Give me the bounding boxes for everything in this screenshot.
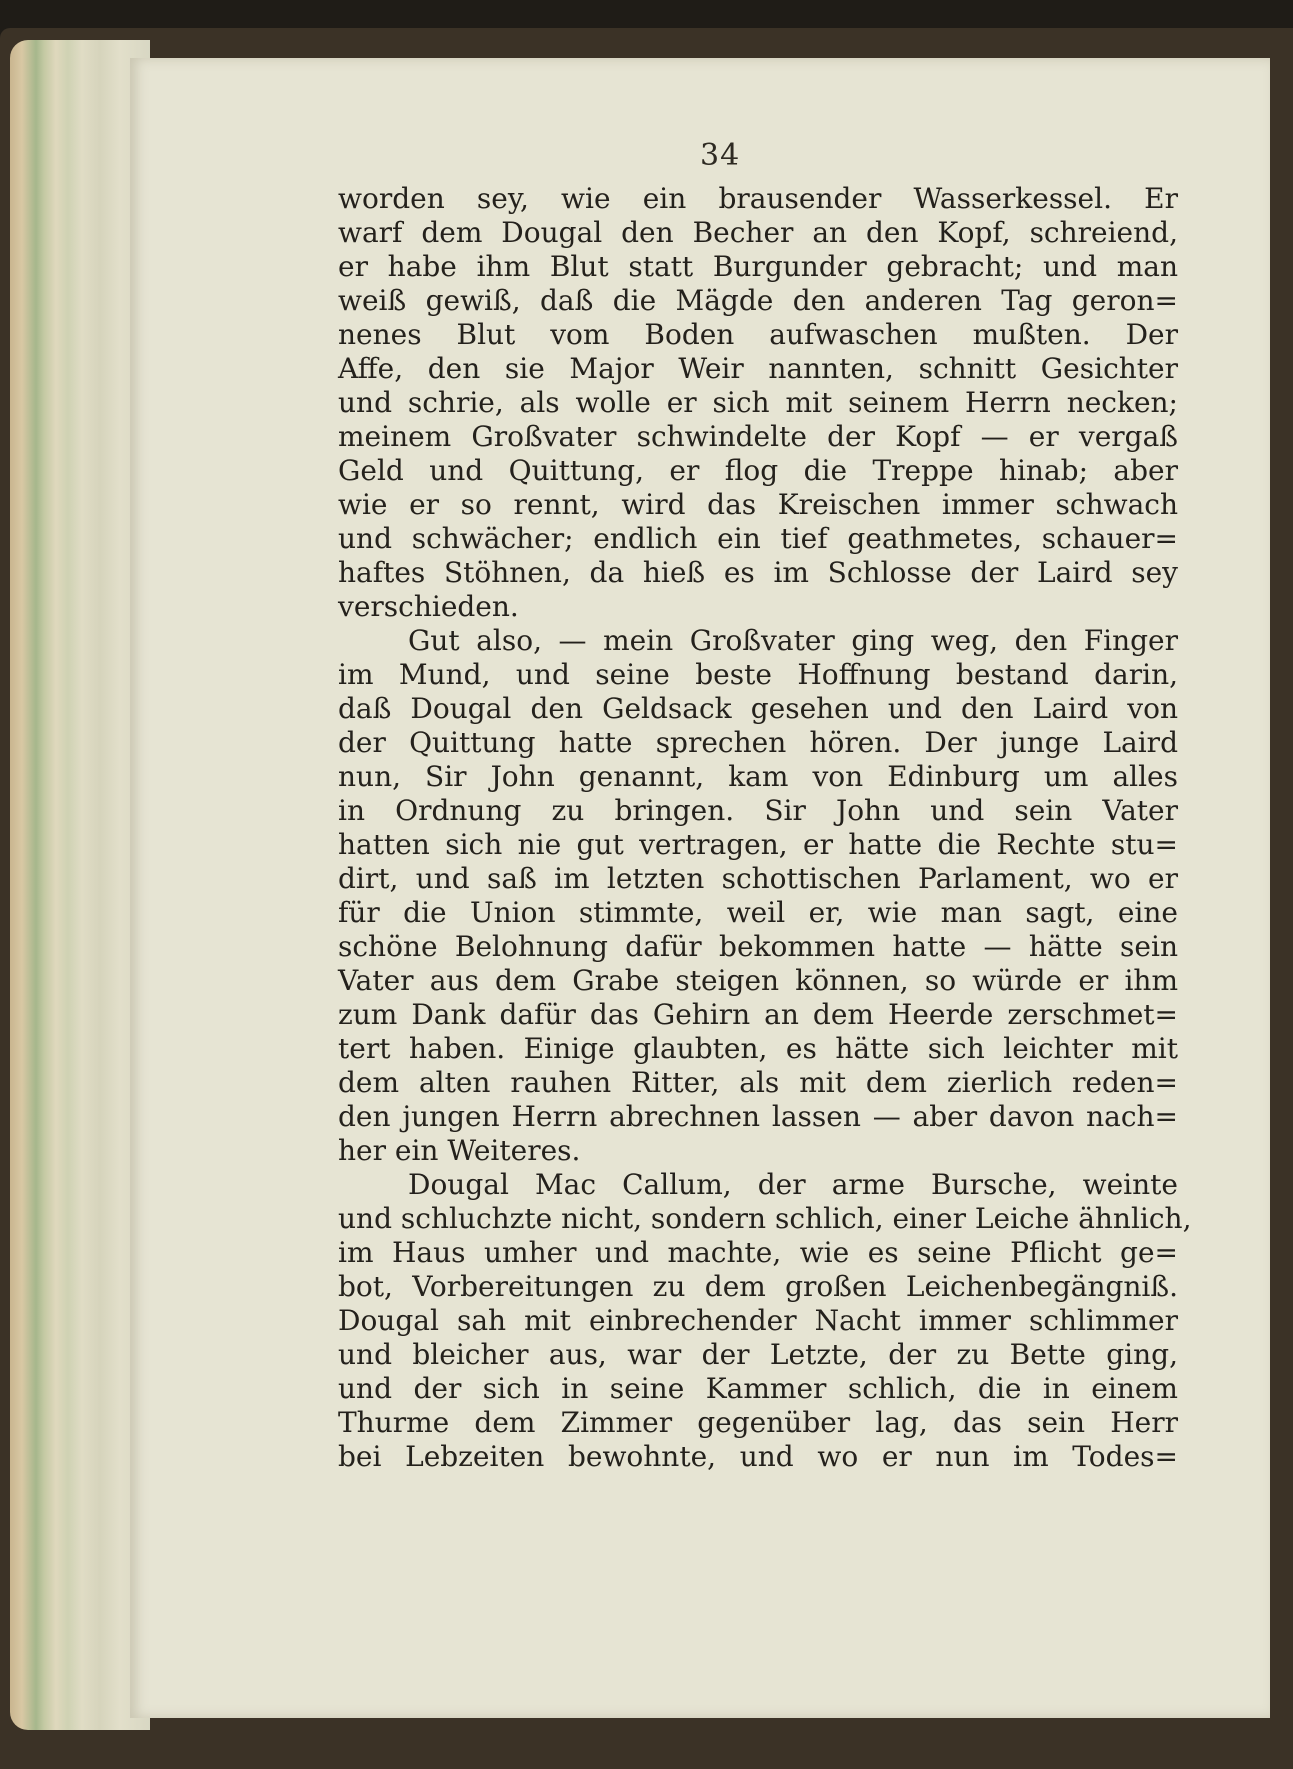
text-line: er habe ihm Blut statt Burgunder gebracht; und man [338, 250, 1178, 283]
text-line: nenes Blut vom Boden aufwaschen mußten. Der [338, 318, 1178, 351]
text-line: Dougal sah mit einbrechender Nacht immer schlimmer [338, 1304, 1178, 1337]
text-line: verschieden. [338, 590, 519, 623]
text-line: und schluchzte nicht, sondern schlich, einer Leiche ähnlich, [338, 1202, 1192, 1235]
text-line: wie er so rennt, wird das Kreischen immer schwach [338, 488, 1178, 521]
text-line: zum Dank dafür das Gehirn an dem Heerde zerschmet= [338, 998, 1178, 1031]
text-line: und bleicher aus, war der Letzte, der zu Bette ging, [338, 1338, 1178, 1371]
text-line: daß Dougal den Geldsack gesehen und den Laird von [338, 692, 1178, 725]
text-line: Thurme dem Zimmer gegenüber lag, das sein Herr [338, 1406, 1178, 1439]
text-line: bei Lebzeiten bewohnte, und wo er nun im Todes= [338, 1440, 1178, 1473]
page-number: 34 [700, 138, 741, 173]
text-line: der Quittung hatte sprechen hören. Der junge Laird [338, 726, 1178, 759]
text-line: und schrie, als wolle er sich mit seinem Herrn necken; [338, 386, 1178, 419]
text-line: worden sey, wie ein brausender Wasserkessel. Er [338, 182, 1178, 215]
text-line: im Haus umher und machte, wie es seine Pflicht ge= [338, 1236, 1178, 1269]
text-line: Geld und Quittung, er flog die Treppe hinab; aber [338, 454, 1178, 487]
text-line: im Mund, und seine beste Hoffnung bestand darin, [338, 658, 1178, 691]
text-line: bot, Vorbereitungen zu dem großen Leichenbegängniß. [338, 1270, 1178, 1303]
text-line: warf dem Dougal den Becher an den Kopf, schreiend, [338, 216, 1178, 249]
text-line: meinem Großvater schwindelte der Kopf — er vergaß [338, 420, 1178, 453]
text-line: her ein Weiteres. [338, 1134, 581, 1167]
page-stack-edges [10, 40, 150, 1730]
text-line: schöne Belohnung dafür bekommen hatte — hätte sein [338, 930, 1178, 963]
text-line: tert haben. Einige glaubten, es hätte sich leichter mit [338, 1032, 1178, 1065]
text-line: dirt, und saß im letzten schottischen Parlament, wo er [338, 862, 1178, 895]
text-line: in Ordnung zu bringen. Sir John und sein Vater [338, 794, 1178, 827]
text-line: hatten sich nie gut vertragen, er hatte die Rechte stu= [338, 828, 1178, 861]
text-line: den jungen Herrn abrechnen lassen — aber davon nach= [338, 1100, 1178, 1133]
text-line: und der sich in seine Kammer schlich, die in einem [338, 1372, 1178, 1405]
text-line: nun, Sir John genannt, kam von Edinburg um alles [338, 760, 1178, 793]
text-line: weiß gewiß, daß die Mägde den anderen Tag geron= [338, 284, 1178, 317]
text-line: und schwächer; endlich ein tief geathmetes, schauer= [338, 522, 1178, 555]
text-line: haftes Stöhnen, da hieß es im Schlosse der Laird sey [338, 556, 1178, 589]
text-line: für die Union stimmte, weil er, wie man sagt, eine [338, 896, 1178, 929]
text-line: Affe, den sie Major Weir nannten, schnitt Gesichter [338, 352, 1178, 385]
text-line: dem alten rauhen Ritter, als mit dem zierlich reden= [338, 1066, 1178, 1099]
body-text [338, 182, 1192, 1474]
text-line: Vater aus dem Grabe steigen können, so würde er ihm [338, 964, 1178, 997]
paragraph-start-line: Dougal Mac Callum, der arme Bursche, weinte [408, 1168, 1178, 1201]
paragraph-start-line: Gut also, — mein Großvater ging weg, den Finger [408, 624, 1178, 657]
